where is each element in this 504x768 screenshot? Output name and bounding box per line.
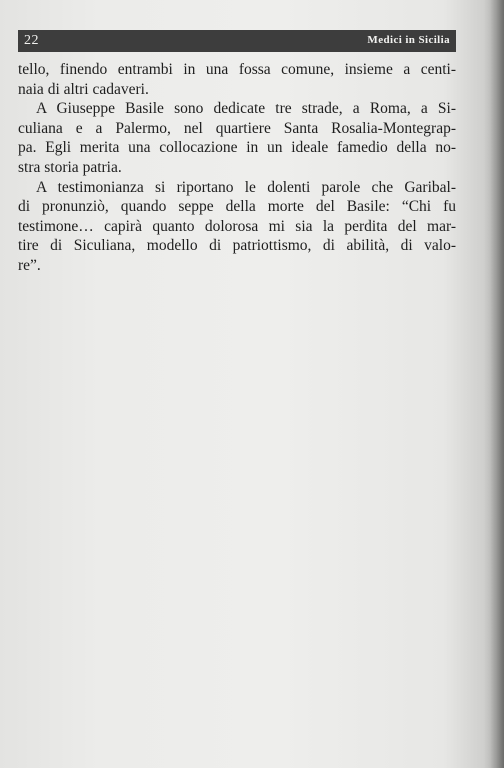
body-text: [18, 60, 456, 276]
text-line: tire di Siculiana, modello di patriottismo, di abilità, di valo-: [18, 237, 456, 255]
text-line: culiana e a Palermo, nel quartiere Santa Rosalia-Montegrap-: [18, 119, 456, 137]
text-line: re”.: [18, 256, 41, 274]
text-line: A testimonianza si riportano le dolenti parole che Garibal-: [36, 178, 456, 196]
text-line: stra storia patria.: [18, 158, 122, 176]
text-line: A Giuseppe Basile sono dedicate tre strade, a Roma, a Si-: [36, 100, 456, 118]
paragraph-2: [18, 99, 456, 177]
running-header: [18, 30, 456, 52]
text-line: testimone… capirà quanto dolorosa mi sia la perdita del mar-: [18, 217, 456, 235]
page-edge-shadow: [490, 0, 504, 768]
paragraph-3: [18, 178, 456, 276]
text-line: di pronunziò, quando seppe della morte del Basile: “Chi fu: [18, 198, 456, 216]
text-line: pa. Egli merita una collocazione in un ideale famedio della no-: [18, 139, 456, 157]
paragraph-1: [18, 60, 456, 99]
page-number: 22: [24, 33, 39, 48]
running-title: Medici in Sicilia: [367, 34, 450, 46]
text-line: naia di altri cadaveri.: [18, 80, 149, 98]
text-line: tello, finendo entrambi in una fossa comune, insieme a centi-: [18, 61, 456, 78]
